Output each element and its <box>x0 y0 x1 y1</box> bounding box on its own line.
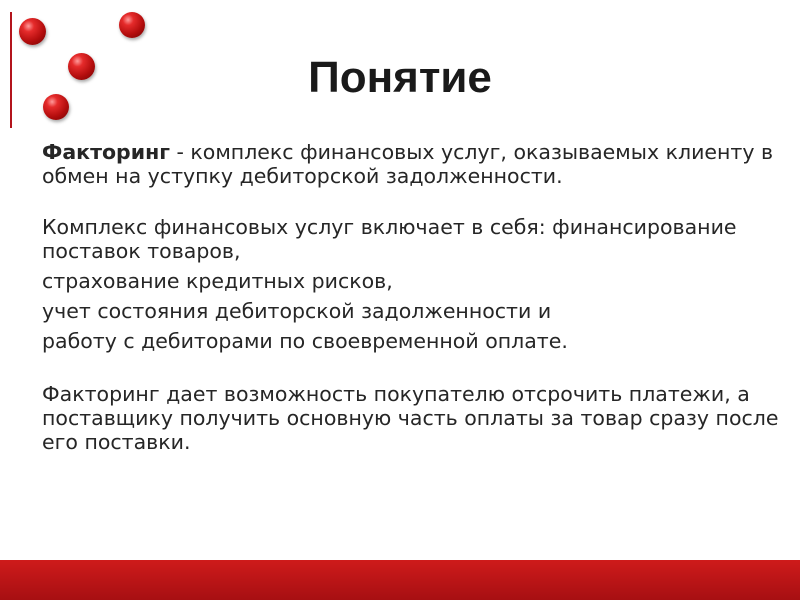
definition-term: Факторинг <box>42 140 170 164</box>
red-sphere-decoration <box>119 12 145 38</box>
services-item: страхование кредитных рисков, <box>42 269 393 293</box>
services-item: работу с дебиторами по своевременной оплате. <box>42 329 568 353</box>
slide-title: Понятие <box>308 53 492 102</box>
definition-text: - комплекс финансовых услуг, оказываемых клиенту в обмен на уступку дебиторской задолженности. <box>42 140 774 188</box>
definition-paragraph <box>42 140 782 188</box>
services-item: учет состояния дебиторской задолженности и <box>42 299 552 323</box>
conclusion-paragraph: Факторинг дает возможность покупателю отсрочить платежи, а поставщику получить основную часть оплаты за товар сразу после его поставки. <box>42 382 779 454</box>
red-sphere-decoration <box>19 18 46 45</box>
bottom-red-band <box>0 560 800 600</box>
slide-body <box>42 140 782 454</box>
services-intro: Комплекс финансовых услуг включает в себя: финансирование поставок товаров, <box>42 215 737 263</box>
